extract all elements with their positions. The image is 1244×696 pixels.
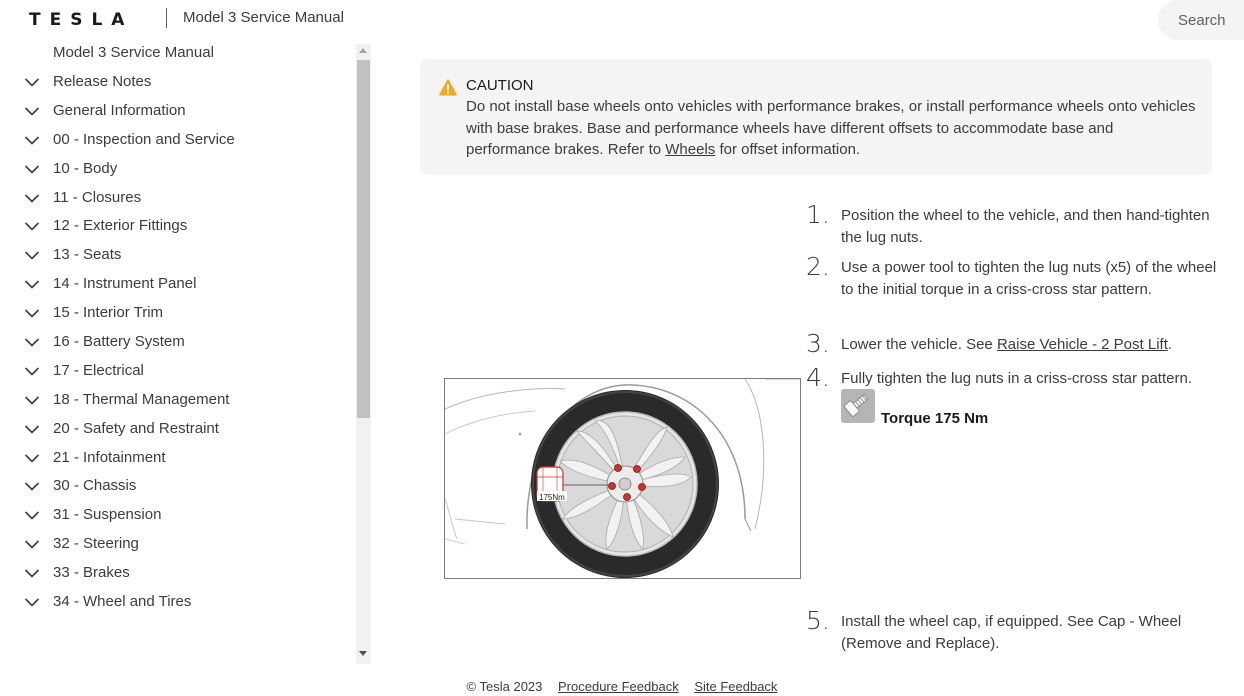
sidebar-item-label: 33 - Brakes xyxy=(53,564,130,582)
chevron-down-icon[interactable] xyxy=(24,394,40,406)
wheel-installation-figure xyxy=(444,378,801,579)
step-2 xyxy=(806,252,1226,318)
step-number: 5. xyxy=(806,606,830,635)
sidebar-item[interactable] xyxy=(0,419,356,448)
sidebar-item[interactable] xyxy=(0,245,356,274)
chevron-down-icon[interactable] xyxy=(24,509,40,521)
step-number: 1. xyxy=(806,200,830,229)
header-title[interactable]: Model 3 Service Manual xyxy=(183,9,344,26)
bolt-icon xyxy=(841,389,875,423)
chevron-down-icon[interactable] xyxy=(24,249,40,261)
step-text: Fully tighten the lug nuts in a criss-cross star pattern. xyxy=(841,370,1192,387)
scroll-thumb[interactable] xyxy=(357,60,370,418)
step-text: Position the wheel to the vehicle, and then hand-tighten the lug nuts. xyxy=(841,207,1210,246)
chevron-down-icon[interactable] xyxy=(24,538,40,550)
raise-vehicle-link[interactable]: Raise Vehicle - 2 Post Lift xyxy=(996,336,1168,353)
header-divider xyxy=(166,8,167,28)
sidebar-item-label: 30 - Chassis xyxy=(53,477,137,495)
sidebar-item[interactable] xyxy=(0,448,356,477)
sidebar-item-label: 17 - Electrical xyxy=(53,361,144,379)
sidebar-item-label: 34 - Wheel and Tires xyxy=(53,593,192,611)
sidebar-item[interactable] xyxy=(0,188,356,217)
sidebar-item-label: 11 - Closures xyxy=(53,188,142,206)
chevron-down-icon[interactable] xyxy=(24,423,40,435)
sidebar-item-label: 10 - Body xyxy=(53,159,118,177)
copyright-text: © Tesla 2023 xyxy=(466,679,543,694)
chevron-down-icon[interactable] xyxy=(24,307,40,319)
sidebar-item[interactable] xyxy=(0,216,356,245)
step-number: 3. xyxy=(806,329,830,358)
caution-text: Do not install base wheels onto vehicles with performance brakes, or install performance wheels onto vehicles with base brakes. Base and performance wheels have different offsets to accommodate base and performance brakes. Refer to Wheels for offset information. xyxy=(466,98,1196,158)
chevron-down-icon[interactable] xyxy=(24,278,40,290)
warning-icon xyxy=(439,79,457,96)
chevron-down-icon[interactable] xyxy=(24,567,40,579)
step-4 xyxy=(806,363,1226,392)
chevron-down-icon[interactable] xyxy=(24,365,40,377)
sidebar-item-label: 32 - Steering xyxy=(53,535,139,553)
sidebar-item-label: 20 - Safety and Restraint xyxy=(53,419,219,437)
chevron-down-icon[interactable] xyxy=(24,480,40,492)
sidebar-item[interactable] xyxy=(0,361,356,390)
sidebar-item[interactable] xyxy=(0,505,356,534)
sidebar-item[interactable] xyxy=(0,534,356,563)
sidebar-item-label: 14 - Instrument Panel xyxy=(53,275,197,293)
step-3 xyxy=(806,329,1226,358)
step-text: Install the wheel cap, if equipped. See Cap - Wheel (Remove and Replace). xyxy=(841,613,1182,652)
sidebar-item-label: 18 - Thermal Management xyxy=(53,390,230,408)
sidebar-item[interactable] xyxy=(0,130,356,159)
chevron-down-icon[interactable] xyxy=(24,134,40,146)
sidebar-scrollbar[interactable] xyxy=(356,44,371,664)
search-button[interactable]: Search xyxy=(1158,0,1244,40)
chevron-down-icon[interactable] xyxy=(24,220,40,232)
chevron-down-icon[interactable] xyxy=(24,336,40,348)
step-5 xyxy=(806,606,1226,650)
chevron-down-icon[interactable] xyxy=(24,596,40,608)
footer xyxy=(0,679,1244,694)
chevron-down-icon[interactable] xyxy=(24,105,40,117)
caution-box xyxy=(420,59,1212,175)
step-number: 4. xyxy=(806,363,830,392)
step-1 xyxy=(806,200,1226,244)
torque-callout-label: 175Nm xyxy=(539,493,565,502)
chevron-down-icon[interactable] xyxy=(24,452,40,464)
torque-value: Torque 175 Nm xyxy=(881,410,989,427)
chevron-down-icon[interactable] xyxy=(24,76,40,88)
wheels-link[interactable]: Wheels xyxy=(665,141,716,158)
header xyxy=(0,0,1244,40)
sidebar-item-label: 15 - Interior Trim xyxy=(53,304,164,322)
wheel-illustration xyxy=(445,379,801,579)
sidebar-item-label: 21 - Infotainment xyxy=(53,448,166,466)
sidebar-item-label: General Information xyxy=(53,101,186,119)
sidebar-nav xyxy=(0,72,356,621)
step-text: Use a power tool to tighten the lug nuts (x5) of the wheel to the initial torque in a criss-cross star pattern. xyxy=(841,259,1217,298)
sidebar-item[interactable] xyxy=(0,101,356,130)
sidebar-item[interactable] xyxy=(0,303,356,332)
sidebar-item-label: 00 - Inspection and Service xyxy=(53,130,235,148)
sidebar-item[interactable] xyxy=(0,332,356,361)
caution-title: CAUTION xyxy=(466,77,534,94)
scroll-down-arrow-icon[interactable] xyxy=(359,651,367,656)
sidebar-item-label: 12 - Exterior Fittings xyxy=(53,217,188,235)
sidebar-item-label: 16 - Battery System xyxy=(53,333,185,351)
tesla-logo[interactable]: TESLA xyxy=(29,10,134,30)
scroll-up-arrow-icon[interactable] xyxy=(359,48,367,53)
step-text: Lower the vehicle. See Raise Vehicle - 2 Post Lift. xyxy=(841,336,1173,353)
sidebar-root-link[interactable]: Model 3 Service Manual xyxy=(53,44,214,61)
procedure-feedback-link[interactable]: Procedure Feedback xyxy=(558,679,679,694)
sidebar-item[interactable] xyxy=(0,563,356,592)
sidebar-item[interactable] xyxy=(0,476,356,505)
sidebar-item-label: 31 - Suspension xyxy=(53,506,162,524)
sidebar-item[interactable] xyxy=(0,390,356,419)
chevron-down-icon[interactable] xyxy=(24,163,40,175)
sidebar-item-label: 13 - Seats xyxy=(53,246,122,264)
site-feedback-link[interactable]: Site Feedback xyxy=(694,679,778,694)
sidebar-item-label: Release Notes xyxy=(53,73,152,90)
sidebar-item[interactable] xyxy=(0,274,356,303)
sidebar-item[interactable] xyxy=(0,159,356,188)
step-number: 2. xyxy=(806,252,830,281)
sidebar-item[interactable] xyxy=(0,72,356,101)
sidebar-item[interactable] xyxy=(0,592,356,621)
chevron-down-icon[interactable] xyxy=(24,192,40,204)
